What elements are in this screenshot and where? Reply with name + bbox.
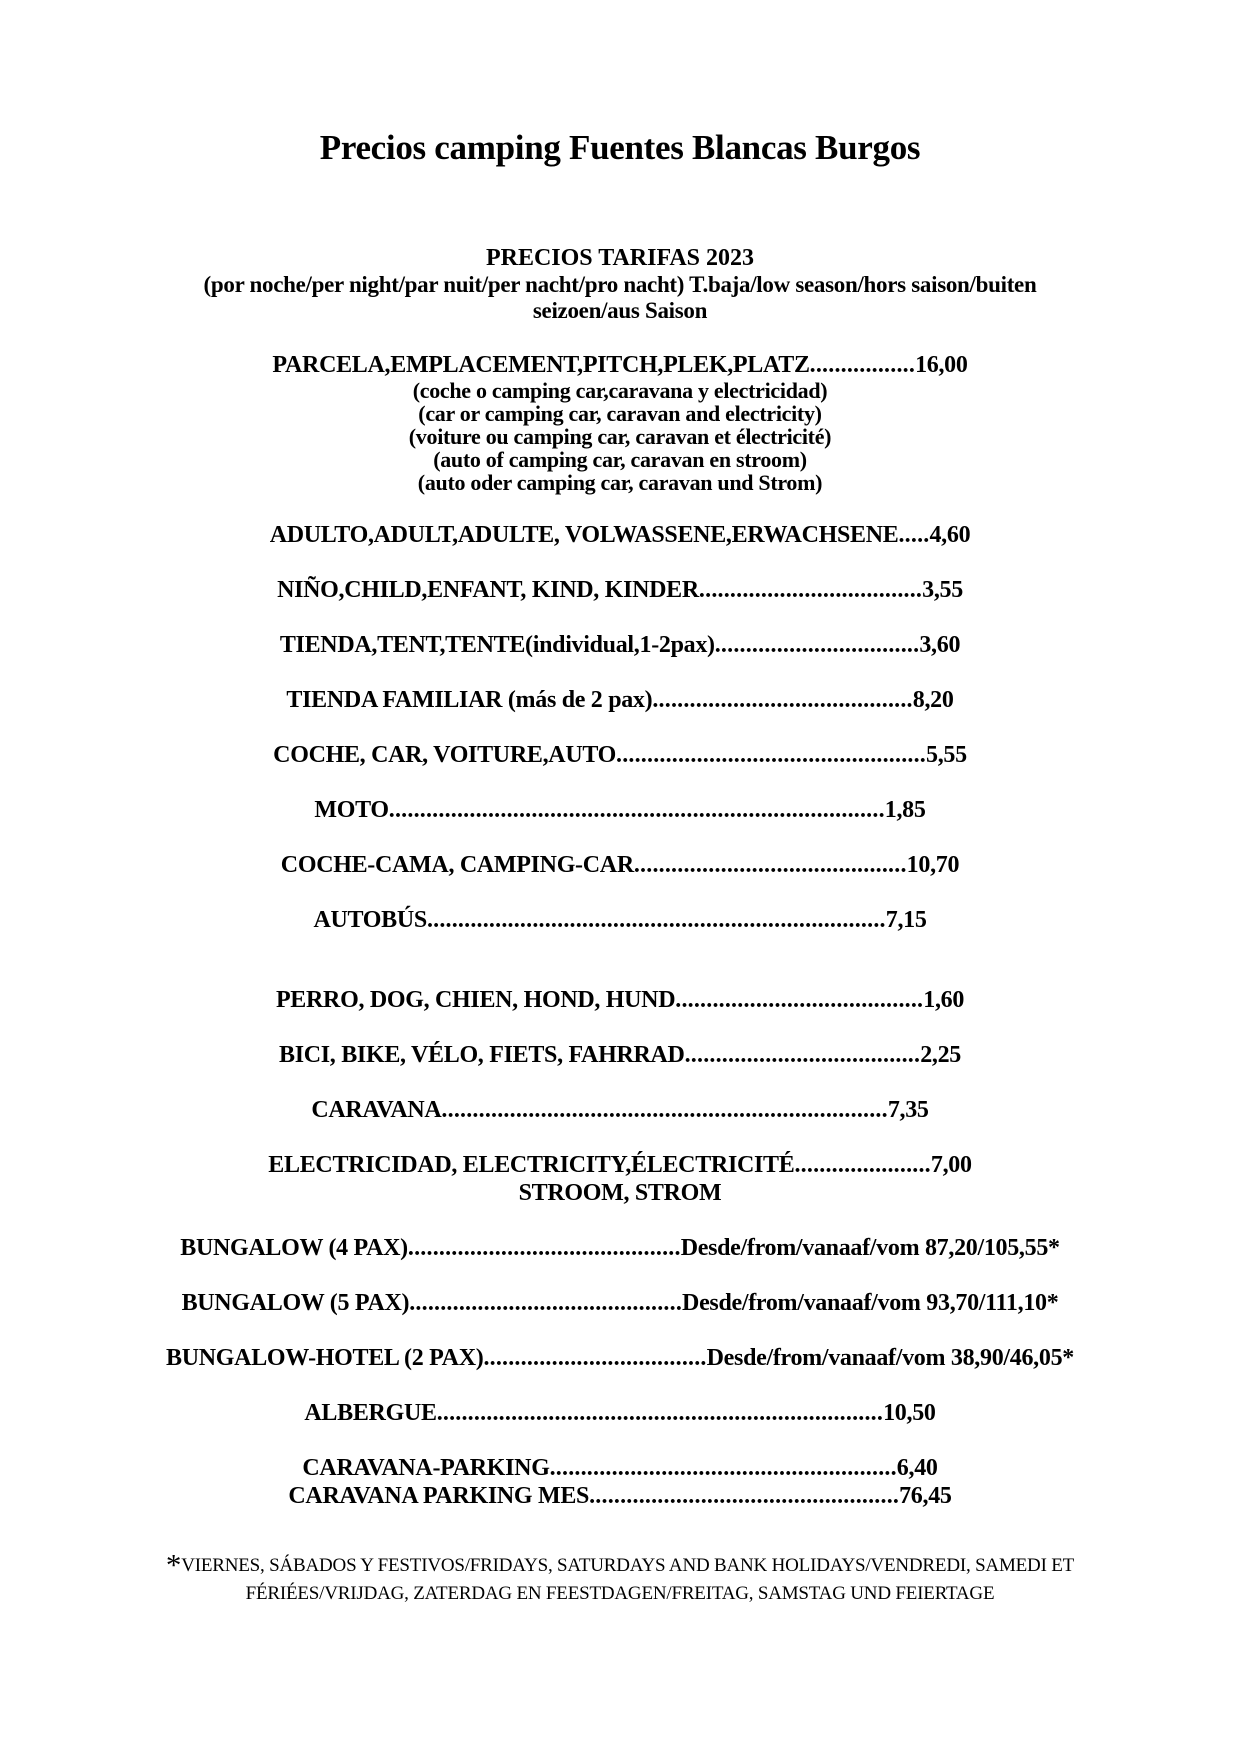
item-price: Desde/from/vanaaf/vom 93,70/111,10* [682,1290,1059,1316]
footnote [0,1547,1240,1608]
tariff-heading: PRECIOS TARIFAS 2023 [485,245,755,271]
item-subline: (voiture ou camping car, caravan et électricité) [408,424,832,449]
price-line [0,351,1240,379]
item-label: MOTO [314,797,389,823]
item-price: 76,45 [899,1483,952,1509]
item-label: CARAVANA PARKING MES [288,1483,590,1509]
price-line [0,1289,1240,1317]
item-price: 7,35 [887,1097,929,1123]
dot-leader: .................................................. [616,742,926,768]
dot-leader: ........................................................................ [441,1097,888,1123]
item-subline: (auto of camping car, caravan en stroom) [433,447,807,472]
item-price: 3,55 [922,577,963,603]
price-line [0,1096,1240,1124]
subheading-line: (por noche/per night/par nuit/per nacht/pro nacht) T.baja/low season/hors saison/buiten [203,272,1037,297]
item-continuation: STROOM, STROM [518,1180,722,1206]
price-line [0,796,1240,824]
item-subline: (auto oder camping car, caravan und Strom) [417,470,823,495]
price-line [0,576,1240,604]
footnote-asterisk: * [165,1547,182,1582]
dot-leader: ........................................................ [549,1455,897,1481]
item-price: 7,00 [930,1152,972,1178]
dot-leader: ........................................................................ [436,1400,884,1426]
dot-leader: ............................................ [407,1235,681,1261]
item-label: PERRO, DOG, CHIEN, HOND, HUND [275,987,676,1013]
price-line [0,1151,1240,1179]
price-line [0,1234,1240,1262]
dot-leader: .................................... [483,1345,707,1371]
item-label: COCHE-CAMA, CAMPING-CAR [280,852,634,878]
item-label: BUNGALOW (5 PAX) [181,1290,410,1316]
price-line [0,521,1240,549]
dot-leader: ................. [809,352,916,378]
item-label: BUNGALOW-HOTEL (2 PAX) [166,1345,484,1371]
footnote-text: VIERNES, SÁBADOS Y FESTIVOS/FRIDAYS, SATURDAYS AND BANK HOLIDAYS/VENDREDI, SAMEDI ET [181,1555,1075,1576]
item-label: BUNGALOW (4 PAX) [180,1235,408,1261]
dot-leader: .......................................... [652,687,913,713]
item-label: PARCELA,EMPLACEMENT,PITCH,PLEK,PLATZ [272,352,810,378]
item-price: Desde/from/vanaaf/vom 87,20/105,55* [680,1235,1060,1261]
price-line [0,1399,1240,1427]
dot-leader: .......................................................................... [426,907,886,933]
dot-leader: ...................... [794,1152,931,1178]
dot-leader: .................................... [698,577,923,603]
price-line [0,1454,1240,1482]
price-list [0,351,1240,1510]
item-label: TIENDA,TENT,TENTE(individual,1-2pax) [279,632,715,658]
item-sublines [0,379,1240,494]
dot-leader: .................................................. [589,1483,900,1509]
price-line [0,906,1240,934]
item-price: 3,60 [919,632,961,658]
price-line [0,1041,1240,1069]
item-price: 4,60 [929,522,971,548]
item-label: ADULTO,ADULT,ADULTE, VOLWASSENE,ERWACHSENE [269,522,899,548]
dot-leader: ............................................ [409,1290,683,1316]
dot-leader: ................................................................................ [388,797,885,823]
dot-leader: ...................................... [684,1042,921,1068]
item-label: CARAVANA-PARKING [302,1455,550,1481]
item-subline: (car or camping car, caravan and electricity) [418,401,822,426]
footnote-line [0,1547,1240,1582]
item-price: 6,40 [896,1455,938,1481]
item-price: 5,55 [926,742,967,768]
subheading-line: seizoen/aus Saison [532,298,708,323]
tariff-subheading [0,272,1240,324]
item-subline: (coche o camping car,caravana y electricidad) [412,378,828,403]
dot-leader: ............................................ [633,852,907,878]
item-price: 1,85 [884,797,926,823]
item-price: 2,25 [920,1042,962,1068]
item-label: TIENDA FAMILIAR (más de 2 pax) [286,687,653,713]
price-line [0,986,1240,1014]
item-label: AUTOBÚS [313,907,427,933]
item-label: ALBERGUE [304,1400,437,1426]
dot-leader: ........................................ [675,987,924,1013]
dot-leader: ..... [898,522,930,548]
item-price: Desde/from/vanaaf/vom 38,90/46,05* [706,1345,1074,1371]
price-line [0,741,1240,769]
item-price: 8,20 [912,687,954,713]
footnote-line: FÉRIÉES/VRIJDAG, ZATERDAG EN FEESTDAGEN/FREITAG, SAMSTAG UND FEIERTAGE [245,1583,995,1604]
price-line [0,686,1240,714]
dot-leader: ................................. [714,632,920,658]
price-line [0,1344,1240,1372]
item-label: NIÑO,CHILD,ENFANT, KIND, KINDER [277,577,699,603]
item-label: COCHE, CAR, VOITURE,AUTO [273,742,616,768]
item-price: 10,70 [906,852,960,878]
price-line [0,1482,1240,1510]
item-price: 7,15 [885,907,927,933]
price-line [0,851,1240,879]
page-title: Precios camping Fuentes Blancas Burgos [319,128,921,167]
item-price: 16,00 [915,352,968,378]
price-line [0,631,1240,659]
item-price: 10,50 [883,1400,936,1426]
item-price: 1,60 [923,987,965,1013]
item-label: CARAVANA [311,1097,442,1123]
item-label: ELECTRICIDAD, ELECTRICITY,ÉLECTRICITÉ [268,1152,795,1178]
item-label: BICI, BIKE, VÉLO, FIETS, FAHRRAD [278,1042,685,1068]
